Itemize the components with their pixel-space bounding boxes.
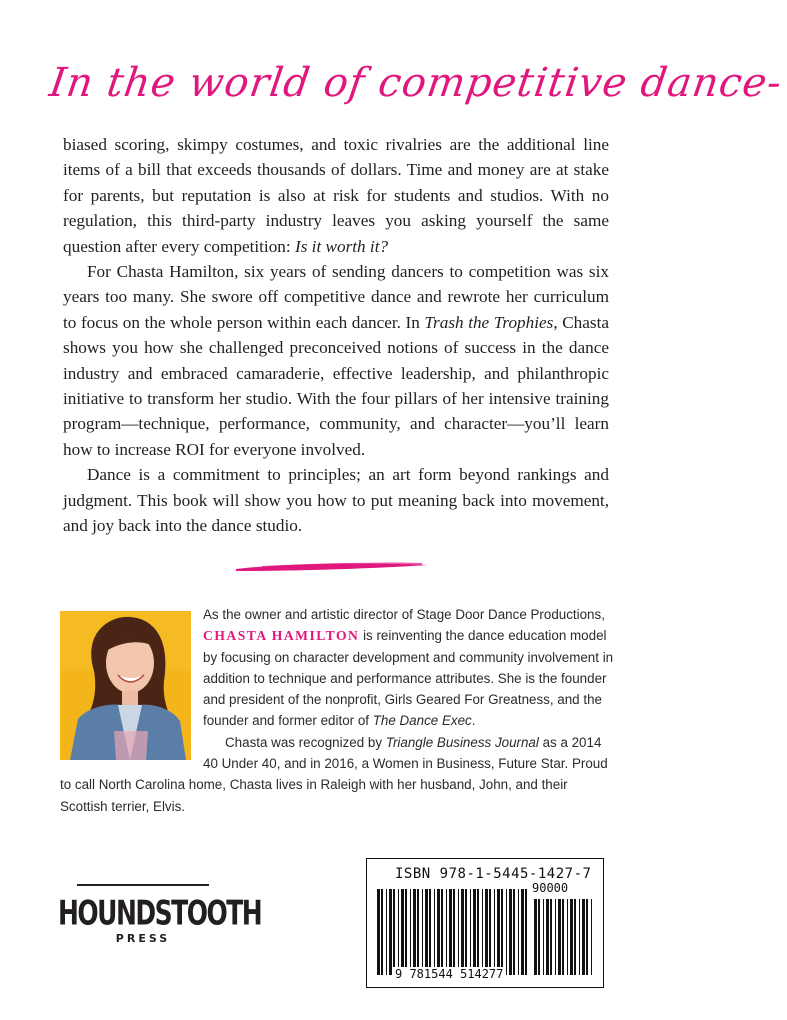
photo-spacer <box>60 604 203 764</box>
back-cover-blurb <box>63 132 609 539</box>
bio-paragraph-1: As the owner and artistic director of Stage Door Dance Productions, CHASTA HAMILTON is reinventing the dance education model by focusing on character development and community involvement in addition to technique and performance attributes. She is the founder and president of the nonprofit, Girls Geared For Greatness, and the founder and former editor of The Dance Exec. <box>203 607 614 729</box>
ean-barcode-bars <box>377 889 527 975</box>
headline: In the world of competitive dance- <box>46 60 786 106</box>
blurb-paragraph-3: Dance is a commitment to principles; an art form beyond rankings and judgment. This book will show you how to put meaning back into movement, and joy back into the dance studio. <box>63 465 609 536</box>
isbn-barcode <box>366 858 604 988</box>
publisher-imprint: PRESS <box>115 932 171 945</box>
publisher-name: HOUNDSTOOTH <box>58 893 262 933</box>
brush-divider <box>232 556 432 578</box>
publisher-rule <box>77 884 209 886</box>
author-bio <box>60 604 616 817</box>
addon-barcode-bars <box>534 899 594 975</box>
author-name: CHASTA HAMILTON <box>203 628 360 644</box>
ean-digits: 9 781544 514277 <box>395 967 504 981</box>
isbn-label: ISBN 978-1-5445-1427-7 <box>395 866 592 882</box>
addon-digits: 90000 <box>532 881 569 895</box>
blurb-paragraph-1: biased scoring, skimpy costumes, and toxic rivalries are the additional line items of a bill that exceeds thousands of dollars. Time and money are at stake for parents, but reputation is also at risk for students and studios. With no regulation, this third-party industry leaves you asking yourself the same question after every competition: Is it worth it? <box>63 135 609 256</box>
publisher-logo <box>58 884 262 964</box>
blurb-paragraph-2: For Chasta Hamilton, six years of sending dancers to competition was six years too many. She swore off competitive dance and rewrote her curriculum to focus on the whole person within each dancer. In Trash the Trophies, Chasta shows you how she challenged preconceived notions of success in the dance industry and embraced camaraderie, effective leadership, and philanthropic initiative to transform her studio. With the four pillars of her intensive training program—technique, performance, community, and character—you’ll learn how to increase ROI for everyone involved. <box>63 262 609 459</box>
bio-paragraph-2: Chasta was recognized by Triangle Business Journal as a 2014 40 Under 40, and in 2016, a Women in Business, Future Star. Proud to call North Carolina home, Chasta lives in Raleigh with her husband, John, and their Scottish terrier, Elvis. <box>60 734 608 814</box>
